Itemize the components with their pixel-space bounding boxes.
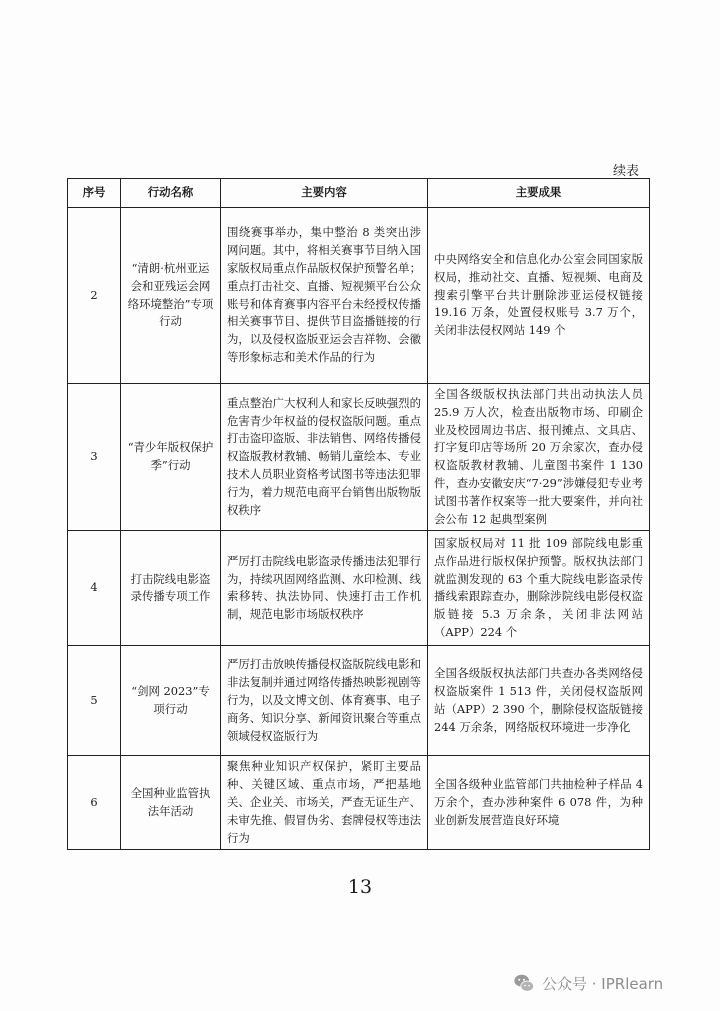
table-row — [68, 531, 650, 646]
action-name: 打击院线电影盗录传播专项工作 — [121, 531, 221, 646]
action-result: 中央网络安全和信息化办公室会同国家版权局，推动社交、直播、短视频、电商及搜索引擎平台共计删除涉亚运侵权链接 19.16 万条，处置侵权账号 3.7 万个，关闭非法侵权网站 149 个 — [428, 208, 650, 384]
watermark-text: 公众号 · IPRlearn — [542, 974, 664, 993]
action-content: 严厉打击放映传播侵权盗版院线电影和非法复制并通过网络传播热映影视剧等行为，以及文博文创、体育赛事、电子商务、知识分享、新闻资讯聚合等重点领域侵权盗版行为 — [221, 646, 428, 756]
table-row — [68, 756, 650, 850]
header-content: 主要内容 — [221, 179, 428, 208]
table-row — [68, 384, 650, 531]
action-name: “青少年版权保护季”行动 — [121, 384, 221, 531]
table-row — [68, 208, 650, 384]
table-row — [68, 646, 650, 756]
action-result: 全国各级版权执法部门共出动执法人员 25.9 万人次，检查出版物市场、印刷企业及校园周边书店、报刊摊点、文具店、打字复印店等场所 20 万余家次，查办侵权盗版教材教辅、儿童图书案件 1 130 件，查办安徽安庆“7·29”涉嫌侵犯专业考试图书著作权案等一批大要案件，并向社会公布 12 起典型案例 — [428, 384, 650, 531]
wechat-logo-icon — [513, 972, 535, 994]
row-number: 3 — [68, 384, 121, 531]
watermark — [513, 972, 663, 994]
table-header-row — [68, 179, 650, 208]
page-number: 13 — [347, 876, 373, 898]
continued-label: 续表 — [613, 164, 640, 179]
action-result: 全国各级种业监管部门共抽检种子样品 4 万余个，查办涉种案件 6 078 件，为种业创新发展营造良好环境 — [428, 756, 650, 850]
action-name: “剑网 2023”专项行动 — [121, 646, 221, 756]
action-result: 国家版权局对 11 批 109 部院线电影重点作品进行版权保护预警。版权执法部门就监测发现的 63 个重大院线电影盗录传播线索跟踪查办，删除涉院线电影侵权盗版链接 5.3 万余条，关闭非法网站（APP）224 个 — [428, 531, 650, 646]
action-content: 严厉打击院线电影盗录传播违法犯罪行为，持续巩固网络监测、水印检测、线索移转、执法协同、快速打击工作机制，规范电影市场版权秩序 — [221, 531, 428, 646]
action-content: 聚焦种业知识产权保护，紧盯主要品种、关键区域、重点市场，严把基地关、企业关、市场关，严查无证生产、未审先推、假冒伪劣、套牌侵权等违法行为 — [221, 756, 428, 850]
actions-table — [67, 178, 650, 850]
action-name: “清朗·杭州亚运会和亚残运会网络环境整治”专项行动 — [121, 208, 221, 384]
row-number: 6 — [68, 756, 121, 850]
row-number: 4 — [68, 531, 121, 646]
action-name: 全国种业监管执法年活动 — [121, 756, 221, 850]
row-number: 2 — [68, 208, 121, 384]
header-name: 行动名称 — [121, 179, 221, 208]
action-result: 全国各级版权执法部门共查办各类网络侵权盗版案件 1 513 件，关闭侵权盗版网站（APP）2 390 个，删除侵权盗版链接 244 万余条，网络版权环境进一步净化 — [428, 646, 650, 756]
header-no: 序号 — [68, 179, 121, 208]
action-content: 围绕赛事举办，集中整治 8 类突出涉网问题。其中，将相关赛事节目纳入国家版权局重点作品版权保护预警名单；重点打击社交、直播、短视频平台公众账号和体育赛事内容平台未经授权传播相关赛事节目、提供节目盗播链接的行为，以及侵权盗版亚运会吉祥物、会徽等形象标志和美术作品的行为 — [221, 208, 428, 384]
row-number: 5 — [68, 646, 121, 756]
action-content: 重点整治广大权利人和家长反映强烈的危害青少年权益的侵权盗版问题。重点打击盗印盗版、非法销售、网络传播侵权盗版教材教辅、畅销儿童绘本、专业技术人员职业资格考试图书等违法犯罪行为，着力规范电商平台销售出版物版权秩序 — [221, 384, 428, 531]
header-result: 主要成果 — [428, 179, 650, 208]
